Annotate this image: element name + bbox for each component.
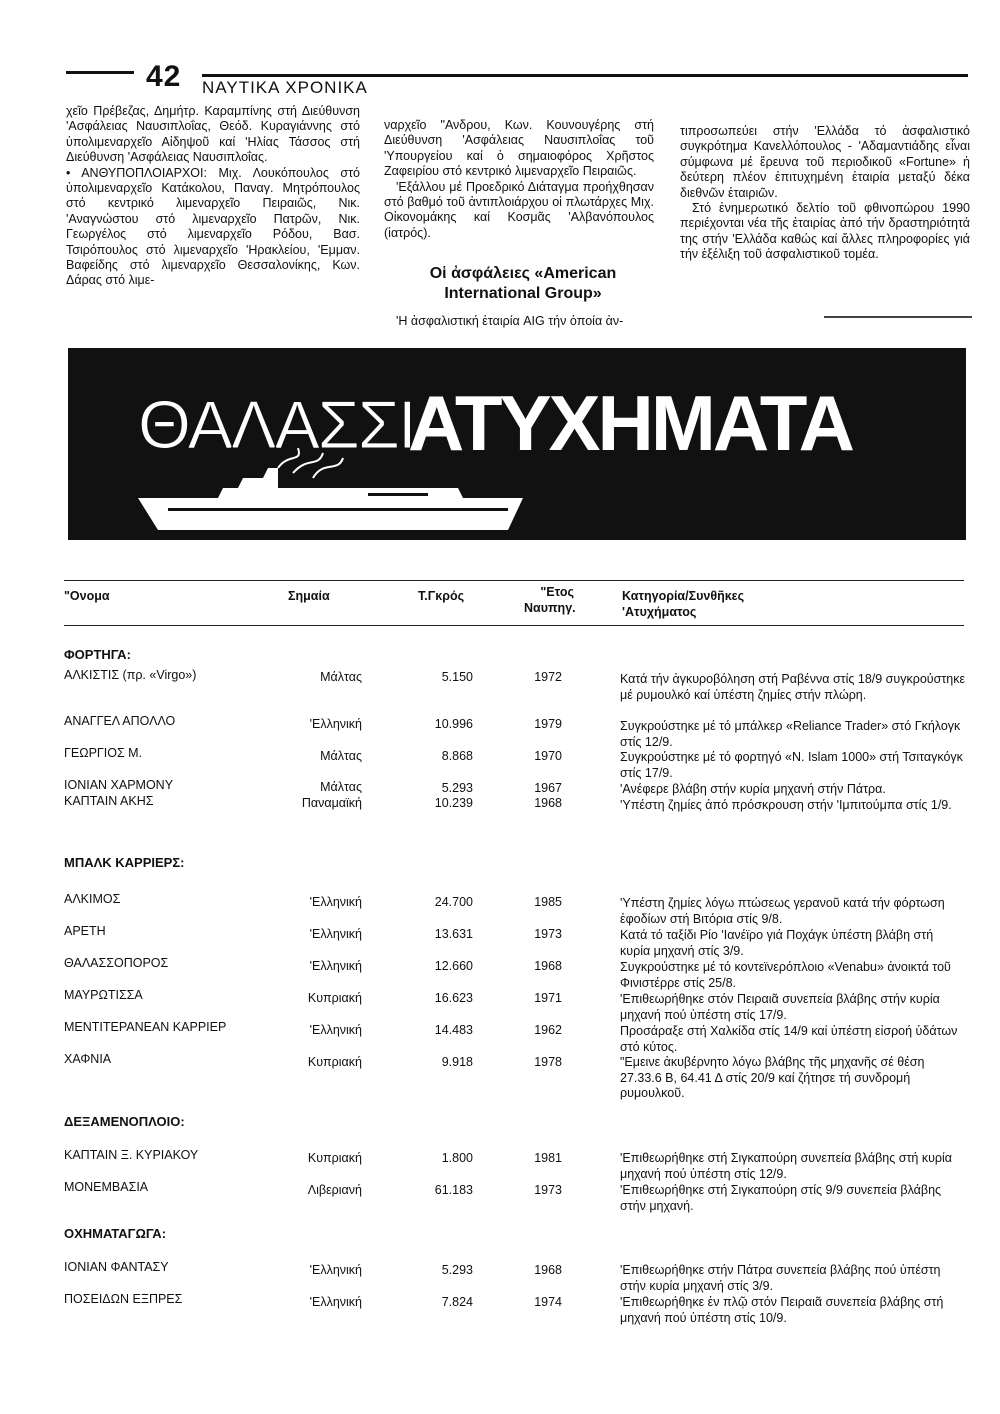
vessel-name: ΑΛΚΙΜΟΣ [64,892,121,906]
vessel-tonnage: 12.660 [434,959,473,973]
accident-description: 'Επιθεωρήθηκε στήν Πάτρα συνεπεία βλάβης πού ὑπέστη στήν κυρία μηχανή στίς 3/9. [620,1263,941,1293]
vessel-tonnage: 1.800 [441,1151,473,1165]
vessel-tonnage: 9.918 [441,1055,473,1069]
column-header-tonnage: Τ.Γκρός [418,589,465,603]
header-rule-left [66,71,134,74]
vessel-name: ΜΑΥΡΩΤΙΣΣΑ [64,988,143,1002]
vessel-tonnage: 8.868 [441,749,473,763]
vessel-tonnage: 14.483 [434,1023,473,1037]
accident-description: Κατά τό ταξίδι Ρίο 'Ιανέϊρο γιά Ποχάγκ ὑπέστη βλάβη στή κυρία μηχανή στίς 3/9. [620,928,934,958]
column-header-category: Κατηγορία/Συνθῆκες 'Ατυχήματος [622,589,745,619]
vessel-year: 1972 [534,670,562,684]
accident-description: Συγκρούστηκε μέ τό φορτηγό «N. Islam 1000» στή Τσιταγκόγκ στίς 17/9. [620,750,963,780]
accident-description: 'Ανέφερε βλάβη στήν κυρία μηχανή στήν Πάτρα. [620,782,886,796]
accident-description: Προσάραξε στή Χαλκίδα στίς 14/9 καί ὑπέστη εἰσροή ὑδάτων στό κύτος. [620,1024,958,1054]
header-rule-right [202,74,968,77]
end-of-article-rule [824,316,972,318]
accident-description: 'Υπέστη ζημίες λόγω πτώσεως γερανοῦ κατά τήν φόρτωση ἐφοδίων στή Βιτόρια στίς 9/8. [620,896,945,926]
vessel-flag: Κυπριακή [307,991,362,1005]
vessel-flag: 'Ελληνική [309,1295,362,1309]
accident-description: 'Επιθεωρήθηκε ἐν πλῷ στόν Πειραιᾶ συνεπεία βλάβης στή μηχανή πού ὑπέστη στίς 10/9. [620,1295,944,1325]
column-header-flag: Σημαία [288,589,330,603]
vessel-year: 1978 [534,1055,562,1069]
vessel-name: ΚΑΠΤΑΙΝ Ξ. ΚΥΡΙΑΚΟΥ [64,1148,199,1162]
vessel-flag: Μάλτας [320,670,362,684]
paragraph: • ΑΝΘΥΠΟΠΛΟΙΑΡΧΟΙ: Μιχ. Λουκόπουλος στό ὑπολιμεναρχεῖο Κατάκολου, Παναγ. Μητρόπουλος στό κεντρικό λιμεναρχεῖο Πειραιῶς, Νικ. 'Αναγνώστου στό λιμεναρχεῖο Πατρῶν, Νικ. Γεωργέλος στό λιμεναρχεῖο Ρόδου, Βασ. Τσιρόπουλος στό λιμεναρχεῖο 'Ηρακλείου, 'Εμμαν. Βαφείδης στό λιμεναρχεῖο Θεσσαλονίκης, Κων. Δάρας στό λιμε- [66,165,360,288]
paragraph: χεῖο Πρέβεζας, Δημήτρ. Καραμπίνης στή Διεύθυνση 'Ασφάλειας Ναυσιπλοΐας, Θεόδ. Κυραγιάννης στό ὑπολιμεναρχεῖο Αἰδηψοῦ καί 'Ηλίας Τάσσος στή Διεύθυνση 'Ασφάλειας Ναυσιπλοΐας. [66,104,360,165]
article-column-2 [384,118,654,241]
vessel-year: 1985 [534,895,562,909]
category-heading: ΟΧΗΜΑΤΑΓΩΓΑ: [64,1226,167,1241]
vessel-name: ΧΑΦΝΙΑ [64,1052,112,1066]
section-banner [68,348,966,540]
banner-title-bold: ΑΤΥΧΗΜΑΤΑ [408,379,852,467]
vessel-name: ΜΕΝΤΙΤΕΡΑΝΕΑΝ ΚΑΡΡΙΕΡ [64,1020,227,1034]
vessel-year: 1962 [534,1023,562,1037]
banner-title-light: ΘΑΛΑΣΣΙΑ [138,387,459,463]
paragraph: Στό ἐνημερωτικό δελτίο τοῦ φθινοπώρου 1990 περιέχονται νέα τῆς ἑταιρίας ἀπό τήν δραστηριότητά της στήν 'Ελλάδα καθώς καί ἄλλες πληροφορίες γιά τήν ἐξέλιξη τοῦ ἀσφαλιστικοῦ τομέα. [680,201,970,262]
vessel-year: 1968 [534,1263,562,1277]
paragraph: 'Εξάλλου μέ Προεδρικό Διάταγμα προήχθησαν στό βαθμό τοῦ ἀντιπλοιάρχου οἱ πλωτάρχες Μιχ. Οἰκονομάκης καί Κοσμᾶς 'Αλβανόπουλος (ἰατρός). [384,179,654,240]
vessel-year: 1968 [534,959,562,973]
vessel-name: ΓΕΩΡΓΙΟΣ Μ. [64,746,143,760]
category-heading: ΦΟΡΤΗΓΑ: [64,647,131,662]
vessel-flag: 'Ελληνική [309,1263,362,1277]
vessel-year: 1979 [534,717,562,731]
vessel-year: 1973 [534,927,562,941]
vessel-year: 1974 [534,1295,562,1309]
vessel-year: 1981 [534,1151,562,1165]
ship-illustration [128,448,548,538]
vessel-tonnage: 5.150 [441,670,473,684]
vessel-tonnage: 5.293 [441,1263,473,1277]
accident-description: "Εμεινε ἀκυβέρνητο λόγω βλάβης τῆς μηχανῆς σέ θέση 27.33.6 Β, 64.41 Δ στίς 20/9 καί ζήτησε τή συνδρομή ρυμουλκοῦ. [620,1055,925,1100]
accident-description: Συγκρούστηκε μέ τό μπάλκερ «Reliance Trader» στό Γκήλογκ στίς 12/9. [620,719,961,749]
vessel-name: ΠΟΣΕΙΔΩΝ ΕΞΠΡΕΣ [64,1292,183,1306]
accident-description: 'Επιθεωρήθηκε στή Σιγκαπούρη στίς 9/9 συνεπεία βλάβης στήν μηχανή. [620,1183,942,1213]
vessel-year: 1968 [534,796,562,810]
vessel-flag: 'Ελληνική [309,717,362,731]
column-header-year: "Ετος Ναυπηγ. [524,585,576,615]
vessel-flag: Λιβεριανή [307,1183,362,1197]
paragraph: ναρχεῖο "Ανδρου, Κων. Κουνουγέρης στή Διεύθυνση 'Ασφάλειας Ναυσιπλοΐας τοῦ 'Υπουργείου καί ὁ σημαιοφόρος Χρῆστος Ζαφειρίου στό κεντρικό λιμεναρχεῖο Πειραιῶς. [384,118,654,179]
table-header-rule [64,625,964,626]
vessel-tonnage: 10.239 [434,796,473,810]
vessel-tonnage: 24.700 [434,895,473,909]
page-number: 42 [146,60,182,93]
vessel-flag: Κυπριακή [307,1055,362,1069]
vessel-flag: 'Ελληνική [309,927,362,941]
vessel-flag: Παναμαϊκή [301,796,362,810]
vessel-tonnage: 7.824 [441,1295,473,1309]
vessel-year: 1971 [534,991,562,1005]
accident-description: 'Επιθεωρήθηκε στόν Πειραιᾶ συνεπεία βλάβης στήν κυρία μηχανή πού ὑπέστη στίς 17/9. [620,992,940,1022]
vessel-tonnage: 16.623 [434,991,473,1005]
vessel-name: ΑΛΚΙΣΤΙΣ (πρ. «Virgo») [64,668,197,682]
category-heading: ΜΠΑΛΚ ΚΑΡΡΙΕΡΣ: [64,855,185,870]
vessel-flag: 'Ελληνική [309,959,362,973]
vessel-flag: 'Ελληνική [309,1023,362,1037]
vessel-name: ΑΝΑΓΓΕΛ ΑΠΟΛΛΟ [64,714,176,728]
article-column-2-continued [384,314,654,329]
vessel-tonnage: 10.996 [434,717,473,731]
vessel-flag: 'Ελληνική [309,895,362,909]
vessel-name: ΘΑΛΑΣΣΟΠΟΡΟΣ [64,956,169,970]
accident-description: Κατά τήν ἀγκυροβόληση στή Ραβέννα στίς 18/9 συγκρούστηκε μέ ρυμουλκό καί ὑπέστη ζημίες στήν πλώρη. [620,672,966,702]
article-column-3 [680,124,970,263]
accident-description: 'Υπέστη ζημίες ἀπό πρόσκρουση στήν 'Ιμπιτούμπα στίς 1/9. [620,798,952,812]
vessel-name: ΙΟΝΙΑΝ ΦΑΝΤΑΣΥ [64,1260,169,1274]
category-heading: ΔΕΞΑΜΕΝΟΠΛΟΙΟ: [64,1114,185,1129]
article-column-1 [66,104,360,289]
vessel-name: ΜΟΝΕΜΒΑΣΙΑ [64,1180,149,1194]
section-subheading: Οἱ ἀσφάλειες «American International Group» [429,265,617,302]
publication-title: ΝΑΥΤΙΚΑ ΧΡΟΝΙΚΑ [202,78,368,97]
vessel-flag: Μάλτας [320,780,362,794]
vessel-tonnage: 5.293 [441,781,473,795]
vessel-year: 1973 [534,1183,562,1197]
vessel-tonnage: 13.631 [434,927,473,941]
vessel-name: ΚΑΠΤΑΙΝ ΑΚΗΣ [64,794,154,808]
accident-description: 'Επιθεωρήθηκε στή Σιγκαπούρη συνεπεία βλάβης στή κυρία μηχανή πού ὑπέστη στίς 12/9. [620,1151,953,1181]
table-top-rule [64,580,964,581]
paragraph: 'Η ἀσφαλιστική ἑταιρία AIG τήν ὁποία ἀν- [396,314,624,328]
column-header-name: "Ονομα [64,589,110,603]
vessel-name: ΑΡΕΤΗ [64,924,106,938]
vessel-tonnage: 61.183 [434,1183,473,1197]
paragraph: τιπροσωπεύει στήν 'Ελλάδα τό ἀσφαλιστικό συγκρότημα Κανελλόπουλος - 'Αδαμαντιάδης εἶναι σύμφωνα μέ ἔρευνα τοῦ περιοδικοῦ «Fortune» ἡ δεύτερη πλέον ἐπιτυχημένη ἑταιρία μεταξύ δέκα διεθνῶν ἑταιριῶν. [680,124,970,200]
vessel-flag: Κυπριακή [307,1151,362,1165]
accident-description: Συγκρούστηκε μέ τό κοντεϊνερόπλοιο «Venabu» ἀνοικτά τοῦ Φινιστέρρε στίς 25/8. [620,960,951,990]
vessel-name: ΙΟΝΙΑΝ ΧΑΡΜΟΝΥ [64,778,174,792]
vessel-year: 1967 [534,781,562,795]
vessel-flag: Μάλτας [320,749,362,763]
vessel-year: 1970 [534,749,562,763]
